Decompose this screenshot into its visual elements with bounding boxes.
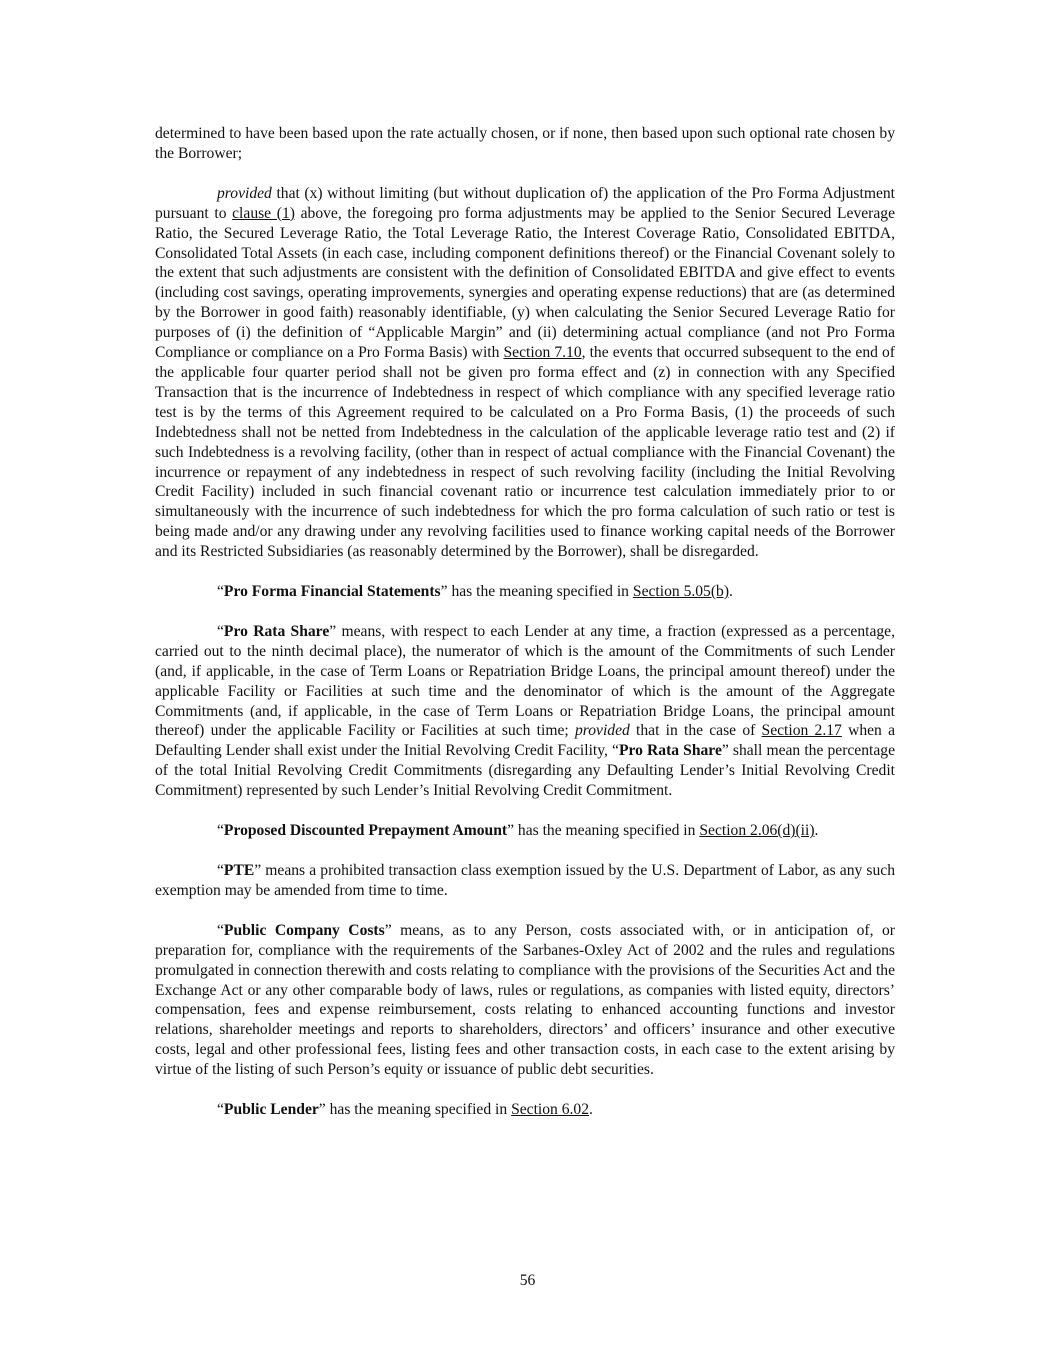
definition-text: ” has the meaning specified in bbox=[318, 1101, 512, 1119]
definition-text: ” means, with respect to each Lender at any time, a fraction (expressed as a percentage, carried out to the ninth decimal place), the numerator of which is the amount of the Commitments of such Lender (and, if applicable, in the case of Term Loans or Repatriation Bridge Loans, the principal amount thereof) under the applicable Facility or Facilities at such time and the denominator of which is the amount of the Aggregate Commitments (and, if applicable, in the case of Term Loans or Repatriation Bridge Loans, the principal amount thereof) under the applicable Facility or Facilities at such time; bbox=[155, 622, 895, 740]
open-quote: “ bbox=[217, 1101, 224, 1119]
open-quote: “ bbox=[217, 583, 224, 601]
definition-text: . bbox=[589, 1101, 593, 1119]
definition-text: ” has the meaning specified in bbox=[507, 822, 700, 840]
paragraph-text: determined to have been based upon the rate actually chosen, or if none, then based upon such optional rate chosen by the Borrower; bbox=[155, 125, 895, 162]
definition-pro-rata-share bbox=[155, 622, 895, 801]
definition-text: that in the case of bbox=[629, 722, 762, 740]
section-7-10-reference[interactable]: Section 7.10 bbox=[503, 344, 582, 362]
italic-provided: provided bbox=[574, 722, 630, 740]
paragraph-text: that (x) without limiting (but without duplication of) the application of the Pro Forma Adjustment pursuant to bbox=[155, 184, 895, 222]
open-quote: “ bbox=[217, 862, 224, 879]
paragraph-text: above, the foregoing pro forma adjustments may be applied to the Senior Secured Leverage Ratio, the Secured Leverage Ratio, the Total Leverage Ratio, the Interest Coverage Ratio, Consolidated EBITDA, Consolidated Total Assets (in each case, including component definitions thereof) or the Financial Covenant solely to the extent that such adjustments are consistent with the definition of Consolidated EBITDA and give effect to events (including cost savings, operating improvements, synergies and operating expense reductions) that are (as determined by the Borrower in good faith) reasonably identifiable, (y) when calculating the Senior Secured Leverage Ratio for purposes of (i) the definition of “Applicable Margin” and (ii) determining actual compliance (and not Pro Forma Compliance or compliance on a Pro Forma Basis) with bbox=[155, 204, 895, 362]
defined-term: Public Lender bbox=[223, 1101, 319, 1119]
defined-term: Pro Forma Financial Statements bbox=[223, 583, 441, 601]
definition-public-company-costs bbox=[155, 921, 895, 1080]
definition-text: . bbox=[729, 583, 733, 601]
definition-text: when a Defaulting Lender shall exist under the Initial Revolving Credit Facility, “ bbox=[155, 722, 895, 760]
document-page bbox=[155, 124, 895, 1140]
definition-text: ” shall mean the percentage of the total Initial Revolving Credit Commitments (disregarding any Defaulting Lender’s Initial Revolving Credit Commitment) represented by such Lender’s Initial Revolving Credit Commitment. bbox=[155, 742, 895, 800]
definition-text: . bbox=[814, 822, 819, 840]
paragraph-rate-chosen bbox=[155, 124, 895, 164]
section-6-02-reference[interactable]: Section 6.02 bbox=[511, 1101, 590, 1119]
definition-proposed-discounted-prepayment-amount bbox=[155, 821, 895, 841]
section-2-17-reference[interactable]: Section 2.17 bbox=[761, 722, 842, 740]
definition-text: ” means a prohibited transaction class exemption issued by the U.S. Department of Labor, as any such exemption may be amended from time to time. bbox=[155, 862, 895, 899]
open-quote: “ bbox=[217, 622, 224, 640]
defined-term: PTE bbox=[223, 862, 255, 879]
definition-text: ” means, as to any Person, costs associated with, or in anticipation of, or preparation for, compliance with the requirements of the Sarbanes-Oxley Act of 2002 and the rules and regulations promulgated in connection therewith and costs relating to compliance with the provisions of the Securities Act and the Exchange Act or any other comparable body of laws, rules or regulations, as companies with listed equity, directors’ compensation, fees and expense reimbursement, costs relating to enhanced accounting functions and investor relations, shareholder meetings and reports to shareholders, directors’ and officers’ insurance and other executive costs, legal and other professional fees, listing fees and other transaction costs, in each case to the extent arising by virtue of the listing of such Person’s equity or issuance of public debt securities. bbox=[155, 921, 895, 1079]
open-quote: “ bbox=[217, 921, 224, 939]
paragraph-proviso bbox=[155, 184, 895, 562]
defined-term: Pro Rata Share bbox=[223, 622, 330, 640]
section-5-05-b-reference[interactable]: Section 5.05(b) bbox=[632, 583, 730, 601]
open-quote: “ bbox=[217, 822, 224, 840]
definition-pro-forma-financial-statements bbox=[155, 582, 895, 602]
clause-1-reference[interactable]: clause (1) bbox=[232, 204, 295, 222]
definition-public-lender bbox=[155, 1100, 895, 1120]
definition-text: ” has the meaning specified in bbox=[440, 583, 633, 601]
page-number: 56 bbox=[519, 1272, 536, 1289]
defined-term: Pro Rata Share bbox=[618, 742, 722, 760]
paragraph-text: , the events that occurred subsequent to the end of the applicable four quarter period shall not be given pro forma effect and (z) in connection with any Specified Transaction that is the incurrence of Indebtedness in respect of which compliance with any specified leverage ratio test is by the terms of this Agreement required to be calculated on a Pro Forma Basis, (1) the proceeds of such Indebtedness shall not be netted from Indebtedness in the calculation of the applicable leverage ratio test and (2) if such Indebtedness is a revolving facility, (other than in respect of actual compliance with the Financial Covenant) the incurrence or repayment of any indebtedness in respect of such revolving facility (including the Initial Revolving Credit Facility) included in such financial covenant ratio or incurrence test calculation immediately prior to or simultaneously with the incurrence of such indebtedness for which the pro forma calculation of such ratio or test is being made and/or any drawing under any revolving facilities used to finance working capital needs of the Borrower and its Restricted Subsidiaries (as reasonably determined by the Borrower), shall be disregarded. bbox=[155, 344, 895, 561]
definition-pte bbox=[155, 861, 895, 901]
defined-term: Proposed Discounted Prepayment Amount bbox=[223, 822, 508, 840]
defined-term: Public Company Costs bbox=[223, 921, 385, 939]
section-2-06-d-ii-reference[interactable]: Section 2.06(d)(ii) bbox=[699, 822, 815, 840]
italic-provided: provided bbox=[217, 184, 272, 202]
